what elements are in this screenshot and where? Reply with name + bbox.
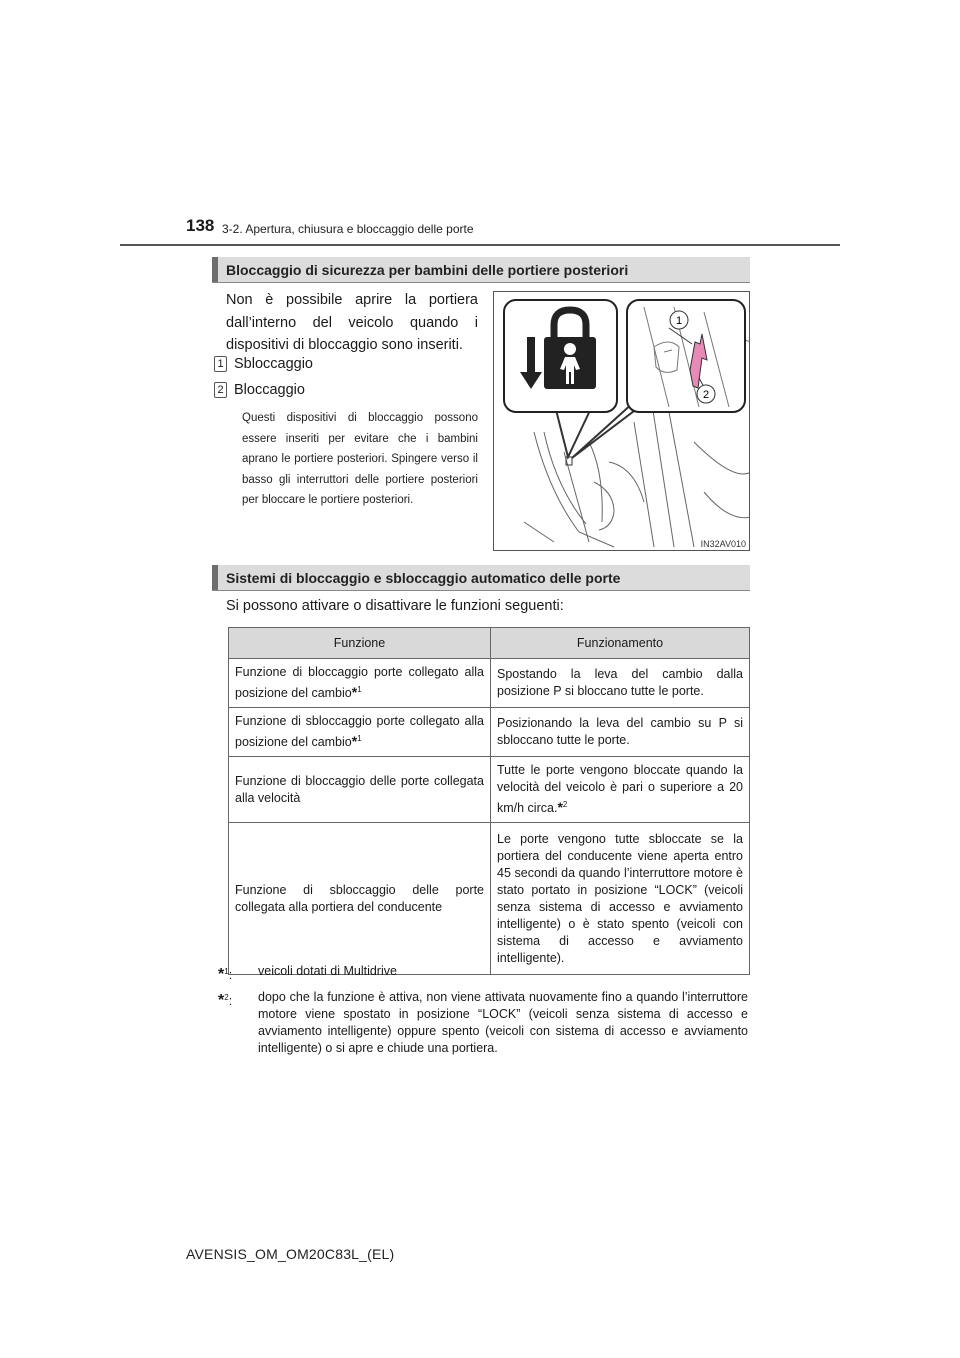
column-header-operation: Funzionamento [491, 628, 750, 659]
header-divider [120, 244, 840, 246]
table-row [229, 757, 750, 823]
table-header-row [229, 628, 750, 659]
svg-text:1: 1 [675, 315, 683, 327]
functions-table [228, 627, 750, 975]
section-header: 3-2. Apertura, chiusura e bloccaggio delle porte [222, 222, 474, 236]
function-cell: Funzione di sbloccaggio delle porte collegata alla portiera del conducente [229, 823, 491, 975]
table-row [229, 823, 750, 975]
auto-lock-title: Sistemi di bloccaggio e sbloccaggio automatico delle porte [226, 570, 621, 586]
child-lock-heading [212, 257, 750, 283]
heading-marker [212, 565, 218, 590]
auto-lock-intro: Si possono attivare o disattivare le funzioni seguenti: [226, 598, 564, 614]
list-item-label: Sbloccaggio [234, 356, 313, 372]
page-number: 138 [186, 216, 215, 235]
child-lock-illustration [493, 291, 750, 551]
table-row [229, 659, 750, 708]
figure-code: IN32AV010 [700, 539, 746, 549]
callout-number: 1 [214, 356, 227, 372]
svg-text:2: 2 [702, 389, 710, 401]
operation-cell: Le porte vengono tutte sbloccate se la portiera del conducente viene aperta entro 45 secondi da quando l’interruttore motore è stato portato in posizione “LOCK” (veicoli senza sistema di accesso e avviamento intelligente) o è stato spento (veicoli con sistema di accesso e avviamento intelligente). [491, 823, 750, 975]
function-cell: Funzione di bloccaggio delle porte collegata alla velocità [229, 757, 491, 823]
footnote-text: veicoli dotati di Multidrive [258, 964, 397, 978]
heading-marker [212, 257, 218, 282]
operation-cell: Spostando la leva del cambio dalla posizione P si bloccano tutte le porte. [491, 659, 750, 708]
function-cell: Funzione di sbloccaggio porte collegato alla posizione del cambio*$^1$ [229, 708, 491, 757]
auto-lock-heading [212, 565, 750, 591]
list-item-lock [214, 382, 305, 398]
footnote-marker: *$^2$: [218, 992, 233, 1010]
footnote-marker: *$^1$: [218, 966, 233, 984]
function-cell: Funzione di bloccaggio porte collegato alla posizione del cambio*$^1$ [229, 659, 491, 708]
child-lock-description: Non è possibile aprire la portiera dall’interno del veicolo quando i dispositivi di bloccaggio sono inseriti. [226, 292, 478, 353]
child-lock-title: Bloccaggio di sicurezza per bambini delle portiere posteriori [226, 262, 629, 278]
child-lock-note: Questi dispositivi di bloccaggio possono essere inseriti per evitare che i bambini aprano le portiere posteriori. Spingere verso il basso gli interruttori delle portiere posteriori per bloccare le portiere posteriori. [242, 412, 478, 506]
footnote-text: dopo che la funzione è attiva, non viene attivata nuovamente fino a quando l’interruttore motore viene spostato in posizione “LOCK” (veicoli senza sistema di accesso e avviamento intelligente) oppure spento (veicoli con sistema di accesso e avviamento intelligente) o si apre e chiude una portiera. [258, 990, 748, 1055]
list-item-label: Bloccaggio [234, 382, 305, 398]
list-item-unlock [214, 356, 313, 372]
table-row [229, 708, 750, 757]
door-lock-drawing [494, 292, 750, 551]
footnote-2 [218, 989, 758, 1069]
column-header-function: Funzione [229, 628, 491, 659]
callout-number: 2 [214, 382, 227, 398]
operation-cell: Tutte le porte vengono bloccate quando la velocità del veicolo è pari o superiore a 20 km/h circa.*$^2$ [491, 757, 750, 823]
footnote-1 [218, 963, 758, 983]
operation-cell: Posizionando la leva del cambio su P si sbloccano tutte le porte. [491, 708, 750, 757]
document-code: AVENSIS_OM_OM20C83L_(EL) [186, 1246, 395, 1262]
